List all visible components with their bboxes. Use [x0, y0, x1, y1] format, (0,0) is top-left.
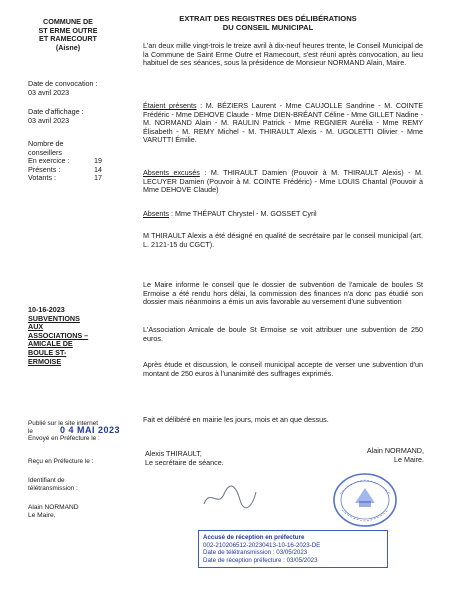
deliberation-ref: 10-16-2023 SUBVENTIONS AUX ASSOCIATIONS – AMICALE DE BOULE ST- ERMOISE	[28, 305, 89, 366]
affichage: Date d'affichage : 03 avril 2023	[28, 107, 84, 125]
count-row: Votants : 17	[28, 173, 102, 183]
count-row: Présents : 14	[28, 164, 102, 174]
body-paragraph-1: Le Maire informe le conseil que le dossier de subvention de l'amicale de boules St Ermoise a été rendu hors délai, la commission des finances n'a donc pas étudié son dossier mais néanmoins a émis un avis favorable au versement d'une subvention	[143, 280, 423, 307]
mayor-signature: Alain NORMAND, Le Maire.	[366, 446, 424, 464]
intro-paragraph: L'an deux mille vingt-trois le treize avril à dix-neuf heures trente, le Conseil Municipal de la Commune de Saint Erme Outre et Ramecourt, s'est réuni après convocation, au lieu habituel de ses séances, sous la présidence de Monsieur NORMAND Alain, Maire.	[143, 41, 423, 68]
presents-paragraph: Étaient présents : M. BÉZIERS Laurent - Mme CAUJOLLE Sandrine - M. COINTE Frédéric - Mme DEHOVE Claude - Mme DIEN-BRÉANT Céline - Mme GILLET Nadine - M. NORMAND Alain - M. RAULIN Patrick - Mme REGNIER Aurélia - Mme REMY Élisabeth - M. REMY Michel - M. THIRAULT Alexis - M. UGOLETTI Olivier - Mme VARUTTI Émilie.	[143, 101, 423, 145]
document-title: EXTRAIT DES REGISTRES DES DÉLIBÉRATIONS DU CONSEIL MUNICIPAL	[179, 14, 357, 32]
identifiant: Identifiant de télétransmission :	[28, 477, 78, 492]
body-paragraph-2: L'Association Amicale de boule St Ermoise se voit attribuer une subvention de 250 euros.	[143, 325, 423, 343]
publication: Publié sur le site internet le 0 4 MAI 2023 Envoyé en Préfecture le :	[28, 420, 121, 443]
mairie-seal-icon	[330, 470, 400, 530]
convocation: Date de convocation : 03 avril 2023	[28, 79, 98, 97]
prefecture-ack-stamp: Accusé de réception en préfecture 002-210206512-20230413-10-16-2023-DE Date de télétransmission : 03/05/2023 Date de réception préfecture : 03/05/2023	[198, 530, 388, 568]
conseillers-count: Nombre de conseillers En exercice : 19 Présents : 14 Votants : 17	[28, 139, 102, 183]
commune-name: COMMUNE DE ST ERME OUTRE ET RAMECOURT (Aisne)	[38, 17, 98, 52]
signature-scribble-icon	[200, 482, 260, 512]
count-row: En exercice : 19	[28, 156, 102, 166]
publication-date-stamp: 0 4 MAI 2023	[60, 424, 121, 435]
fait-delibere: Fait et délibéré en mairie les jours, mois et an que dessus.	[143, 415, 329, 424]
secretaire-paragraph: M THIRAULT Alexis a été désigné en qualité de secrétaire par le conseil municipal (art. L. 2121-15 du CGCT).	[143, 231, 423, 249]
secretary-signature: Alexis THIRAULT, Le secrétaire de séance.	[145, 449, 224, 467]
absents-paragraph: Absents : Mme THÉPAUT Chrystel - M. GOSSET Cyril	[143, 209, 317, 218]
excuses-paragraph: Absents excusés : M. THIRAULT Damien (Pouvoir à M. THIRAULT Alexis) - M. LECUYER Damien (Pouvoir à M. COINTE Frédéric) - Mme LOUIS Chantal (Pouvoir à Mme DEHOVE Claude)	[143, 168, 423, 195]
body-paragraph-3: Après étude et discussion, le conseil municipal accepte de verser une subvention d'un montant de 250 euros à l'unanimité des suffrages exprimés.	[143, 360, 423, 378]
left-signature: Alain NORMAND Le Maire,	[28, 504, 79, 519]
recu-prefecture: Reçu en Préfecture le :	[28, 458, 94, 465]
